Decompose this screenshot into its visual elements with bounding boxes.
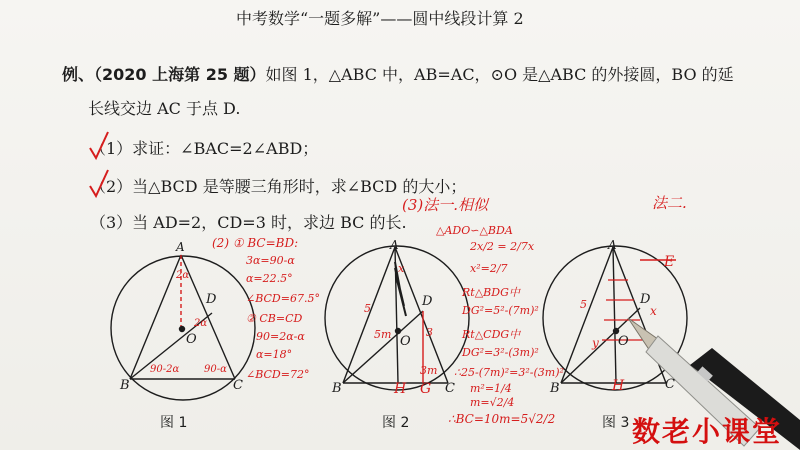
fig2-label-d: D [422,294,433,309]
fig3-label-h: H [612,378,625,394]
note-dg1: DG²=5²-(7m)² [462,304,539,317]
question-1: （1）求证：∠BAC=2∠ABD； [90,139,319,158]
fig2-bd-line [343,311,423,383]
p2-line-7: α=18° [256,348,293,361]
problem-text-1: 如图 1，△ABC 中，AB=AC，⊙O 是△ABC 的外接圆，BO 的延 [265,65,734,84]
fig1-label-b: B [120,378,130,393]
fig1-label-o: O [186,332,197,347]
fig2-len-5: 5 [364,302,371,315]
fig3-altitude [613,247,616,383]
note-rt2: Rt△CDG中 [462,328,521,341]
fig3-len-5: 5 [580,298,587,311]
problem-line-2: 长线交边 AC 于点 D. [88,99,241,118]
fig2-len-x: x [398,262,405,275]
note-dg2: DG²=3²-(3m)² [462,346,539,359]
note-eq: ∴25-(7m)²=3²-(3m)² [454,366,564,379]
p2-head: (2) ① BC=BD: [212,236,299,250]
note-bc: ∴BC=10m=5√2/2 [448,412,556,426]
fig1-label-a: A [176,240,185,254]
fig2-len-3m: 3m [420,364,438,377]
note-m: m=√2/4 [470,396,515,409]
note-ratio: 2x/2 = 2/7x [470,240,535,253]
p2-line-2: 3α=90-α [246,254,295,267]
fig2-label-c: C [445,381,455,396]
fig3-label-e: E [664,254,675,270]
fig2-caption: 图 2 [382,415,410,431]
fig1-caption: 图 1 [160,415,188,431]
fig3-side-ab [561,247,613,383]
fig3-len-x: x [650,304,657,318]
problem-prefix: 例、 [62,65,95,84]
fig1-side-ab [130,255,181,379]
fig2-label-b: B [332,381,342,396]
question-3: （3）当 AD=2，CD=3 时，求边 BC 的长. [90,213,407,232]
fig1-label-c: C [233,378,243,393]
note-rt1: Rt△BDG中 [462,286,520,299]
p2-line-6: 90=2α-α [256,330,305,343]
fig2-label-g: G [420,381,432,397]
page-title: 中考数学“一题多解”——圆中线段计算 2 [236,9,524,28]
fig1-angle-a: 2α [176,270,190,281]
note-m2: m²=1/4 [470,382,512,395]
p2-line-5: ② CB=CD [246,312,303,325]
fig3-len-y: y [592,336,599,350]
fig3-caption: 图 3 [602,415,630,431]
fig3-label-a: A [608,238,617,252]
note-method-1: (3)法一.相似 [402,196,489,214]
fig3-label-o: O [618,334,629,349]
check-mark-1 [90,132,108,158]
p2-line-4: ∠BCD=67.5° [246,292,320,305]
fig2-label-a: A [390,238,399,252]
note-similar: △ADO∽△BDA [436,224,513,237]
check-mark-2 [90,170,108,196]
watermark-logo: 数老小课堂 [632,415,783,448]
fig3-center-o [614,329,619,334]
fig1-angle-b: 90-2α [150,364,180,375]
fig2-len-5m: 5m [374,328,392,341]
fig3-label-c: C [665,377,675,392]
note-x2: x²=2/7 [470,262,508,275]
problem-source: （2020 上海第 25 题） [94,65,266,84]
question-2: （2）当△BCD 是等腰三角形时，求∠BCD 的大小； [90,177,467,196]
fig1-angle-c: 90-α [204,364,227,375]
figure-2 [325,246,469,390]
p2-line-3: α=22.5° [246,272,293,285]
fig1-center-o [180,327,185,332]
fig3-label-b: B [550,381,560,396]
fig2-len-3: 3 [426,326,433,339]
fig3-label-d: D [640,292,651,307]
note-method-2: 法二. [652,194,687,212]
fig2-side-ab [343,247,395,383]
fig2-label-h: H [394,381,407,397]
fig2-label-o: O [400,334,411,349]
fig1-angle-d: 2α [194,318,208,329]
fig1-label-d: D [206,292,217,307]
p2-line-8: ∠BCD=72° [246,368,310,381]
fig2-center-o [396,329,401,334]
